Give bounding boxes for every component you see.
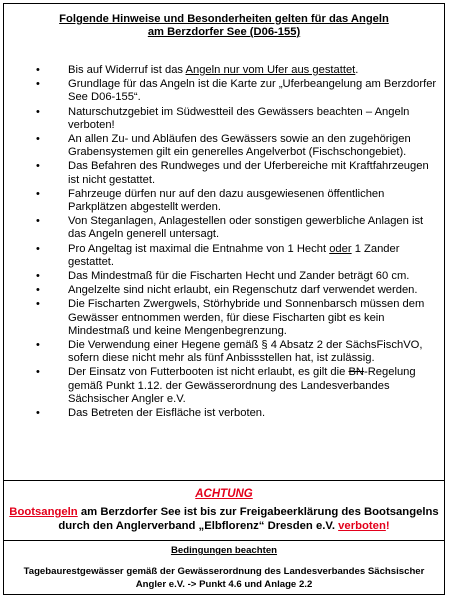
warning-body: am Berzdorfer See ist bis zur Freigabeerklärung des Bootsangelns durch den Anglerverband „Elbflorenz“ Dresden e.V.	[58, 506, 439, 532]
rule-item	[4, 64, 444, 77]
title-line-1: Folgende Hinweise und Besonderheiten gelten für das Angeln	[59, 13, 389, 25]
rule-text-underlined: Angeln nur vom Ufer aus gestattet	[185, 64, 356, 76]
rule-item	[4, 243, 444, 269]
warning-section	[4, 481, 444, 541]
rule-text: Grundlage für das Angeln ist die Karte zur „Uferbeangelung am Berzdorfer See D06-155“.	[68, 78, 437, 104]
rule-text: Das Betreten der Eisfläche ist verboten.	[68, 407, 266, 420]
notice-sheet	[3, 3, 445, 595]
rule-text: Die Verwendung einer Hegene gemäß § 4 Absatz 2 der SächsFischVO, sofern diese nicht mehr als fünf Anbissstellen hat, ist zulässig.	[68, 339, 423, 365]
conditions-section	[4, 541, 444, 594]
rule-text-underlined: oder	[329, 242, 352, 255]
rule-text: Von Steganlagen, Anlagestellen oder sonstigen gewerbliche Anlagen ist das Angeln generell untersagt.	[68, 215, 424, 241]
rule-item	[4, 366, 444, 406]
title-line-2: am Berzdorfer See (D06-155)	[147, 26, 301, 38]
rule-item	[4, 339, 444, 365]
bullet: •	[36, 160, 40, 173]
conditions-text: Tagebaurestgewässer gemäß der Gewässerordnung des Landesverbandes Sächsischer Angler e.V. -> Punkt 4.6 und Anlage 2.2	[23, 566, 425, 590]
rule-text: Die Fischarten Zwergwels, Störhybride und Sonnenbarsch müssen dem Gewässer entnommen werden, für diese Fischarten gibt es kein Mindestmaß und keine Mengenbegrenzung.	[68, 298, 425, 337]
bullet: •	[36, 242, 40, 255]
rule-text: Naturschutzgebiet im Südwestteil des Gewässers beachten – Angeln verboten!	[68, 105, 410, 131]
rule-item	[4, 270, 444, 283]
rule-item	[4, 106, 444, 132]
rule-item	[4, 407, 444, 420]
rule-text: Das Befahren des Rundweges und der Uferbereiche mit Kraftfahrzeugen ist nicht gestattet.	[68, 160, 429, 186]
bullet: •	[36, 215, 40, 228]
notice-title	[4, 13, 444, 39]
rule-item	[4, 298, 444, 338]
rule-text: Pro Angeltag ist maximal die Entnahme von 1 Hecht	[68, 242, 330, 255]
bullet: •	[36, 284, 40, 297]
rule-text: 1 Zander gestattet.	[68, 242, 400, 268]
bullet: •	[36, 298, 40, 311]
rules-section	[4, 4, 444, 481]
rule-item	[4, 78, 444, 104]
warning-exclamation: !	[385, 520, 390, 532]
rule-item	[4, 215, 444, 241]
warning-keyword: Bootsangeln	[9, 506, 78, 518]
rule-text: Der Einsatz von Futterbooten ist nicht erlaubt, es gilt die	[68, 366, 349, 379]
rule-text: .	[355, 64, 359, 76]
rule-text-struck: BN	[348, 366, 364, 379]
rule-text: Bis auf Widerruf ist das	[68, 64, 186, 76]
rule-item	[4, 284, 444, 297]
rule-text: An allen Zu- und Abläufen des Gewässers sowie an den zugehörigen Grabensystemen gilt ein generelles Angelverbot (Fischschongebiet).	[68, 133, 411, 159]
warning-heading: ACHTUNG	[195, 488, 253, 500]
rule-text: Das Mindestmaß für die Fischarten Hecht und Zander beträgt 60 cm.	[68, 270, 410, 283]
bullet: •	[36, 105, 40, 118]
bullet: •	[36, 133, 40, 146]
rule-item	[4, 133, 444, 159]
rule-item	[4, 188, 444, 214]
bullet: •	[36, 366, 40, 379]
bullet: •	[36, 270, 40, 283]
bullet: •	[36, 407, 40, 420]
rule-text: Fahrzeuge dürfen nur auf den dazu ausgewiesenen öffentlichen Parkplätzen abgestellt werden.	[68, 187, 385, 214]
rule-item	[4, 160, 444, 186]
rule-text: Angelzelte sind nicht erlaubt, ein Regenschutz darf verwendet werden.	[68, 284, 418, 297]
bullet: •	[36, 339, 40, 352]
rules-list	[4, 64, 444, 421]
warning-forbidden: verboten	[338, 520, 386, 532]
warning-text	[4, 505, 444, 533]
bullet: •	[36, 78, 40, 91]
conditions-heading: Bedingungen beachten	[170, 545, 278, 556]
bullet: •	[36, 187, 40, 200]
bullet: •	[36, 64, 40, 76]
rule-text: -Regelung gemäß Punkt 1.12. der Gewässerordnung des Landesverbandes Sächsischer Angler e.V.	[68, 366, 416, 405]
